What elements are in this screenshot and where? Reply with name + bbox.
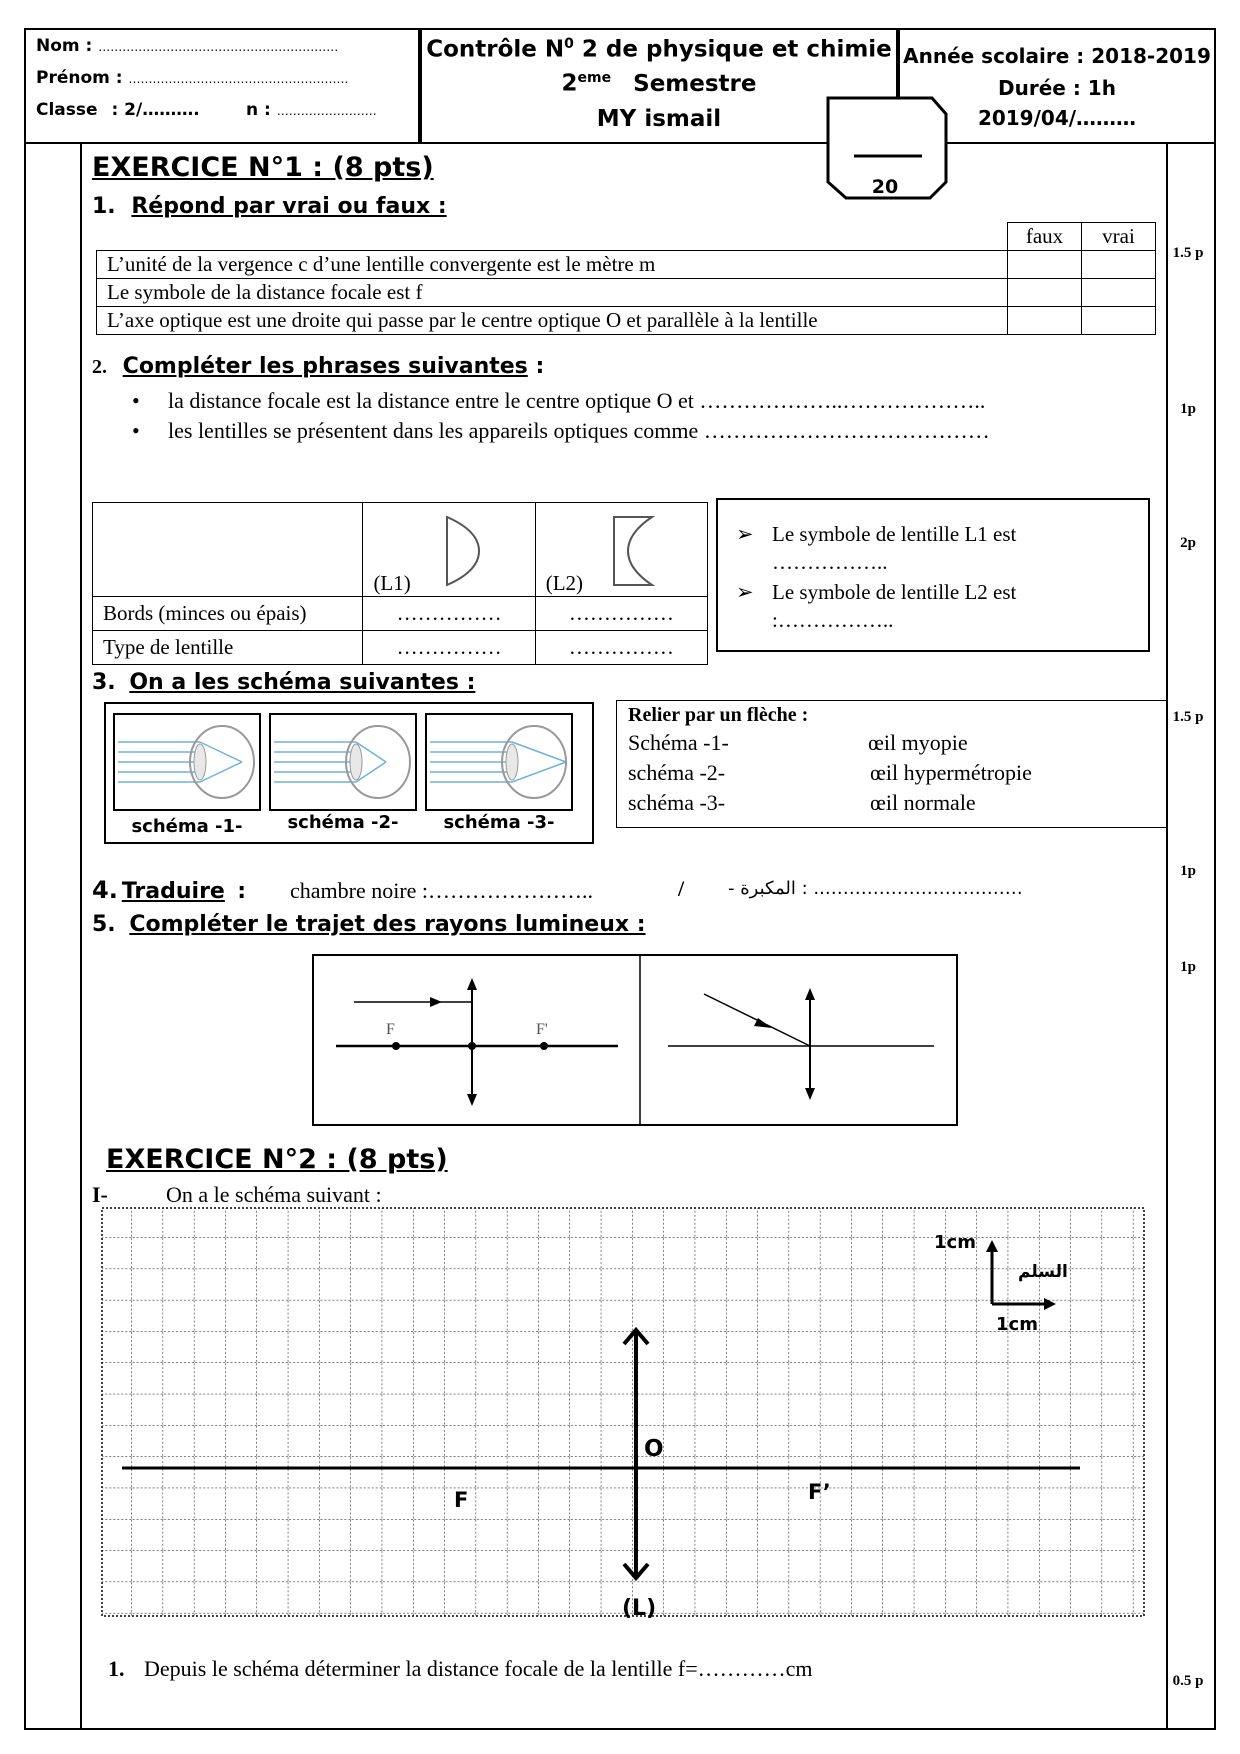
- q2-sentence-2: • les lentilles se présentent dans les appareils optiques comme …………………………………: [168, 418, 990, 444]
- q1-title: 1. Répond par vrai ou faux :: [92, 194, 447, 219]
- answer-vrai-1[interactable]: [1082, 251, 1156, 279]
- ex2-q1-number: 1.: [108, 1656, 125, 1681]
- points-column-line: [1166, 144, 1168, 1730]
- q4-french[interactable]: chambre noire :…………………..: [290, 878, 594, 903]
- lens-l2-type[interactable]: ……………: [535, 631, 707, 665]
- q3-title: 3. On a les schéma suivantes :: [92, 670, 476, 695]
- exam-semester: 2eme Semestre: [561, 70, 757, 97]
- answer-faux-2[interactable]: [1008, 279, 1082, 307]
- lens-l1-cell: (L1): [363, 503, 535, 597]
- q2-points: 1p: [1180, 401, 1196, 417]
- true-false-table: [96, 222, 1156, 335]
- left-margin-line: [80, 144, 82, 1730]
- lens-table: [92, 502, 708, 665]
- schema-1-label: schéma -1-: [131, 816, 243, 837]
- relier-right-1[interactable]: œil myopie: [868, 730, 968, 755]
- relier-right-2[interactable]: œil hypermétropie: [870, 760, 1032, 785]
- answer-faux-3[interactable]: [1008, 307, 1082, 335]
- q5-title: 5. Compléter le trajet des rayons lumineux :: [92, 912, 646, 937]
- answer-vrai-3[interactable]: [1082, 307, 1156, 335]
- score-total: 20: [871, 176, 899, 198]
- relier-right-3[interactable]: œil normale: [870, 790, 976, 815]
- optical-center-label: O: [644, 1436, 664, 1462]
- plano-convex-lens-icon: [441, 515, 481, 587]
- classe-field[interactable]: Classe : 2/……….: [36, 100, 200, 120]
- arrow-bullet-icon: ➢: [736, 522, 754, 546]
- exercise-2-title: EXERCICE N°2 : (8 pts): [106, 1144, 448, 1175]
- lens-symbol-l2: ➢ Le symbole de lentille L2 est :……………..: [736, 580, 1017, 632]
- q2-title: 2. Compléter les phrases suivantes :: [92, 354, 545, 379]
- numero-field[interactable]: n : …………………….: [246, 100, 377, 120]
- statement-1: L’unité de la vergence c d’une lentille convergente est le mètre m: [97, 251, 1008, 279]
- q3-points: 1.5 p: [1172, 709, 1204, 725]
- header-faux: faux: [1008, 223, 1082, 251]
- lens-l1-type[interactable]: ……………: [363, 631, 535, 665]
- schema-3-label: schéma -3-: [443, 812, 555, 833]
- relier-left-3[interactable]: schéma -3-: [628, 790, 726, 815]
- q1-points: 1.5 p: [1172, 245, 1204, 261]
- nom-field[interactable]: Nom : ……………………………………………………: [36, 36, 339, 56]
- eye-diagram-1: [114, 714, 260, 810]
- scale-vertical-label: 1cm: [934, 1232, 976, 1253]
- eye-diagram-3: [426, 714, 572, 810]
- lens-l2-edges[interactable]: ……………: [535, 597, 707, 631]
- exam-date: 2019/04/………: [977, 106, 1137, 130]
- q4-title: 4. Traduire :: [92, 876, 247, 904]
- teacher-name: MY ismail: [596, 106, 722, 132]
- scale-arabic-label: السلم: [1018, 1262, 1068, 1282]
- ex2-q1-points: 0.5 p: [1172, 1673, 1204, 1689]
- school-year: Année scolaire : 2018-2019: [903, 44, 1211, 68]
- lens-l-label: (L): [622, 1596, 657, 1621]
- relier-left-1[interactable]: Schéma -1-: [628, 730, 729, 755]
- q2-sentence-1: • la distance focale est la distance entre le centre optique O et ………………..………………..: [168, 388, 985, 414]
- statement-2: Le symbole de la distance focale est f: [97, 279, 1008, 307]
- lens-symbol-l1: ➢ Le symbole de lentille L1 est ……………..: [736, 522, 1017, 574]
- scale-horizontal-label: 1cm: [996, 1314, 1038, 1335]
- q5-points: 1p: [1180, 959, 1196, 975]
- part-i-label: I-: [92, 1182, 108, 1207]
- lens-row-type-label: Type de lentille: [93, 631, 363, 665]
- exercise-1-title: EXERCICE N°1 : (8 pts): [92, 152, 434, 183]
- schema-2-label: schéma -2-: [287, 812, 399, 833]
- relier-left-2[interactable]: schéma -2-: [628, 760, 726, 785]
- focal-point-fp: F': [536, 1021, 548, 1038]
- relier-title: Relier par un flèche :: [628, 704, 809, 726]
- answer-faux-1[interactable]: [1008, 251, 1082, 279]
- answer-vrai-2[interactable]: [1082, 279, 1156, 307]
- ex2-q1-text[interactable]: Depuis le schéma déterminer la distance focale de la lentille f=…………cm: [144, 1656, 813, 1681]
- statement-3: L’axe optique est une droite qui passe par le centre optique O et parallèle à la lentille: [97, 307, 1008, 335]
- focal-f-label: F: [454, 1488, 469, 1512]
- grid-diagram[interactable]: [100, 1206, 1148, 1618]
- lens-points: 2p: [1180, 535, 1196, 551]
- lens-l2-cell: (L2): [535, 503, 707, 597]
- prenom-field[interactable]: Prénom : ……………………………………………….: [36, 68, 349, 88]
- eye-diagram-2: [270, 714, 416, 810]
- plano-concave-lens-icon: [610, 515, 656, 587]
- ray-diagram[interactable]: [312, 954, 958, 1126]
- lens-l1-edges[interactable]: ……………: [363, 597, 535, 631]
- eye-diagrams: [112, 712, 586, 816]
- header-vrai: vrai: [1082, 223, 1156, 251]
- lens-row-edges-label: Bords (minces ou épais): [93, 597, 363, 631]
- focal-fp-label: F’: [808, 1480, 831, 1504]
- ex2-intro: On a le schéma suivant :: [166, 1182, 382, 1207]
- focal-point-f: F: [386, 1021, 395, 1038]
- q4-separator: /: [678, 876, 685, 901]
- q4-arabic[interactable]: …………………………….. : المكبرة -: [728, 878, 1023, 899]
- duration: Durée : 1h: [998, 76, 1116, 100]
- exam-title: Contrôle $N^0$ 2 de physique et chimie: [426, 36, 892, 63]
- q4-points: 1p: [1180, 863, 1196, 879]
- arrow-bullet-icon: ➢: [736, 580, 754, 604]
